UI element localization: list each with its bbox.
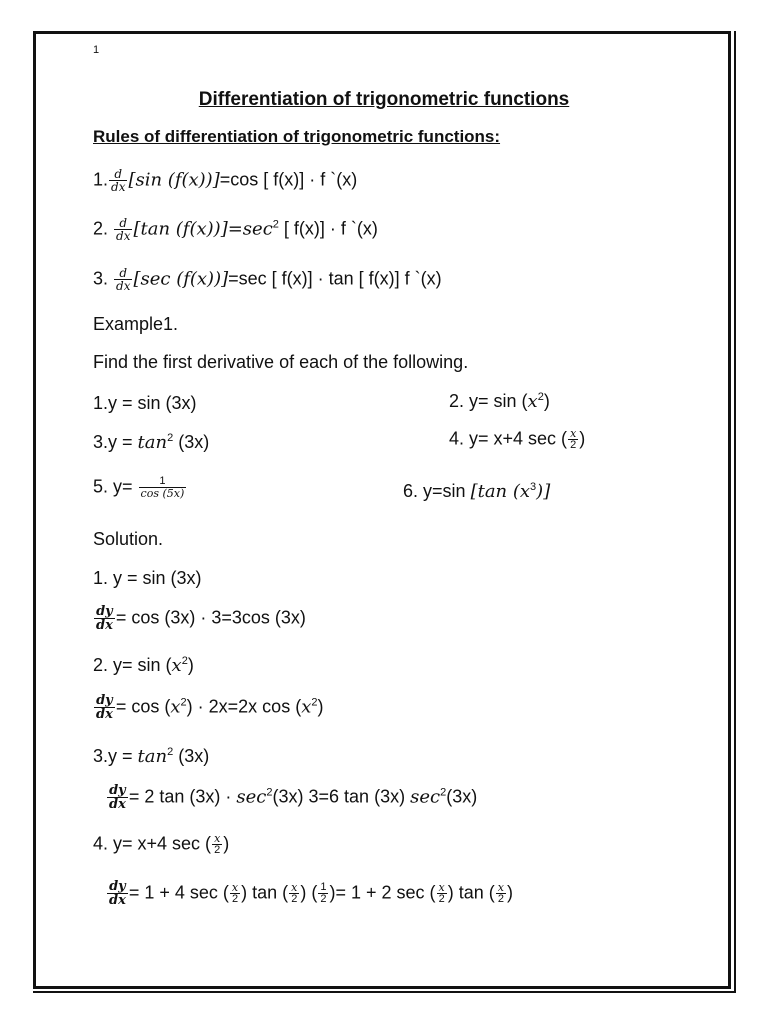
solution-heading: Solution. (93, 529, 164, 549)
rule-lhs: [sec (f(x))] (133, 268, 229, 290)
solution-3-derivative: $\frac{dy}{dx}$ = 2 $\tan (3x) \cdot \sec^2(3x)$ 3=6 tan (3x) $\sec^2(3x)$ (109, 783, 478, 812)
page-shadow-bottom (33, 991, 736, 993)
solution-4-function: 4. y= x+4 sec ( $\frac{x}{2}$ ) (93, 832, 230, 856)
rule-2: 2. $\frac{d}{dx}$ [tan $(f(x))]=\sec^2$ [ f(x)] · f `(x) (93, 216, 378, 243)
problem-2: 2. $y= \sin (x^2)$ (449, 391, 550, 412)
rule-lhs: [tan (f(x))] (133, 218, 228, 240)
solution-2-function: 2. $y= \sin (x^2)$ (93, 655, 194, 676)
rule-number: 3. (93, 268, 109, 289)
solution-4-derivative: $\frac{dy}{dx}$ = 1 + 4 sec ( $\frac{x}{2}$ ) tan ( $\frac{x}{2}$ ) ( $\frac{1}{2}$ )= 1 + 2 sec ( $\frac{x}{2}$ ) tan ( $\frac{x}{2}$ ) (109, 879, 513, 908)
rule-3 (93, 267, 442, 292)
rule-lhs: [sin (f(x))] (128, 169, 220, 191)
rule-1 (93, 168, 357, 193)
derivative-operator: $\frac{d}{dx}$ (116, 216, 131, 243)
page-number: 1 (93, 44, 100, 56)
problem-5: 5. y= $\frac{1}{\cos (5x)}$ (93, 475, 185, 500)
rule-rhs: [ f(x)] · f `(x) (283, 218, 378, 239)
rule-number: 1. (93, 169, 109, 190)
solution-2-derivative: $\frac{dy}{dx}$ = $\cos (x^2) \cdot 2x=2x$ $\cos (x^2)$ (96, 693, 324, 722)
rule-number: 2. (93, 218, 109, 239)
rule-rhs-func: =sec (227, 218, 273, 240)
solution-1-function: 1. y = sin (3x) (93, 568, 202, 588)
problem-4: 4. y= x+4 sec ( $\frac{x}{2}$ ) (449, 427, 586, 451)
example-heading: Example1. (93, 314, 179, 334)
section-subtitle: Rules of differentiation of trigonometric functions: (93, 127, 501, 146)
problem-6: 6. y=sin [tan $(x^3)$] (403, 481, 551, 502)
solution-1-derivative: $\frac{dy}{dx}$ = cos (3x) · 3=3cos (3x) (96, 604, 306, 633)
solution-3-function: $3.y = \tan^2 (3x)$ (93, 746, 210, 767)
page-shadow-right (734, 31, 736, 993)
problem-3: $3.y = \tan^2 (3x)$ (93, 432, 210, 453)
derivative-operator: $\frac{d}{dx}$ (116, 266, 131, 293)
instruction-text: Find the first derivative of each of the following. (93, 352, 469, 372)
derivative-operator: $\frac{d}{dx}$ (111, 167, 126, 194)
page-title: Differentiation of trigonometric functions (198, 89, 570, 110)
rule-rhs: =sec [ f(x)] · tan [ f(x)] f `(x) (228, 268, 442, 289)
problem-1: 1.y = sin (3x) (93, 393, 197, 413)
rule-rhs: =cos [ f(x)] · f `(x) (219, 169, 358, 190)
